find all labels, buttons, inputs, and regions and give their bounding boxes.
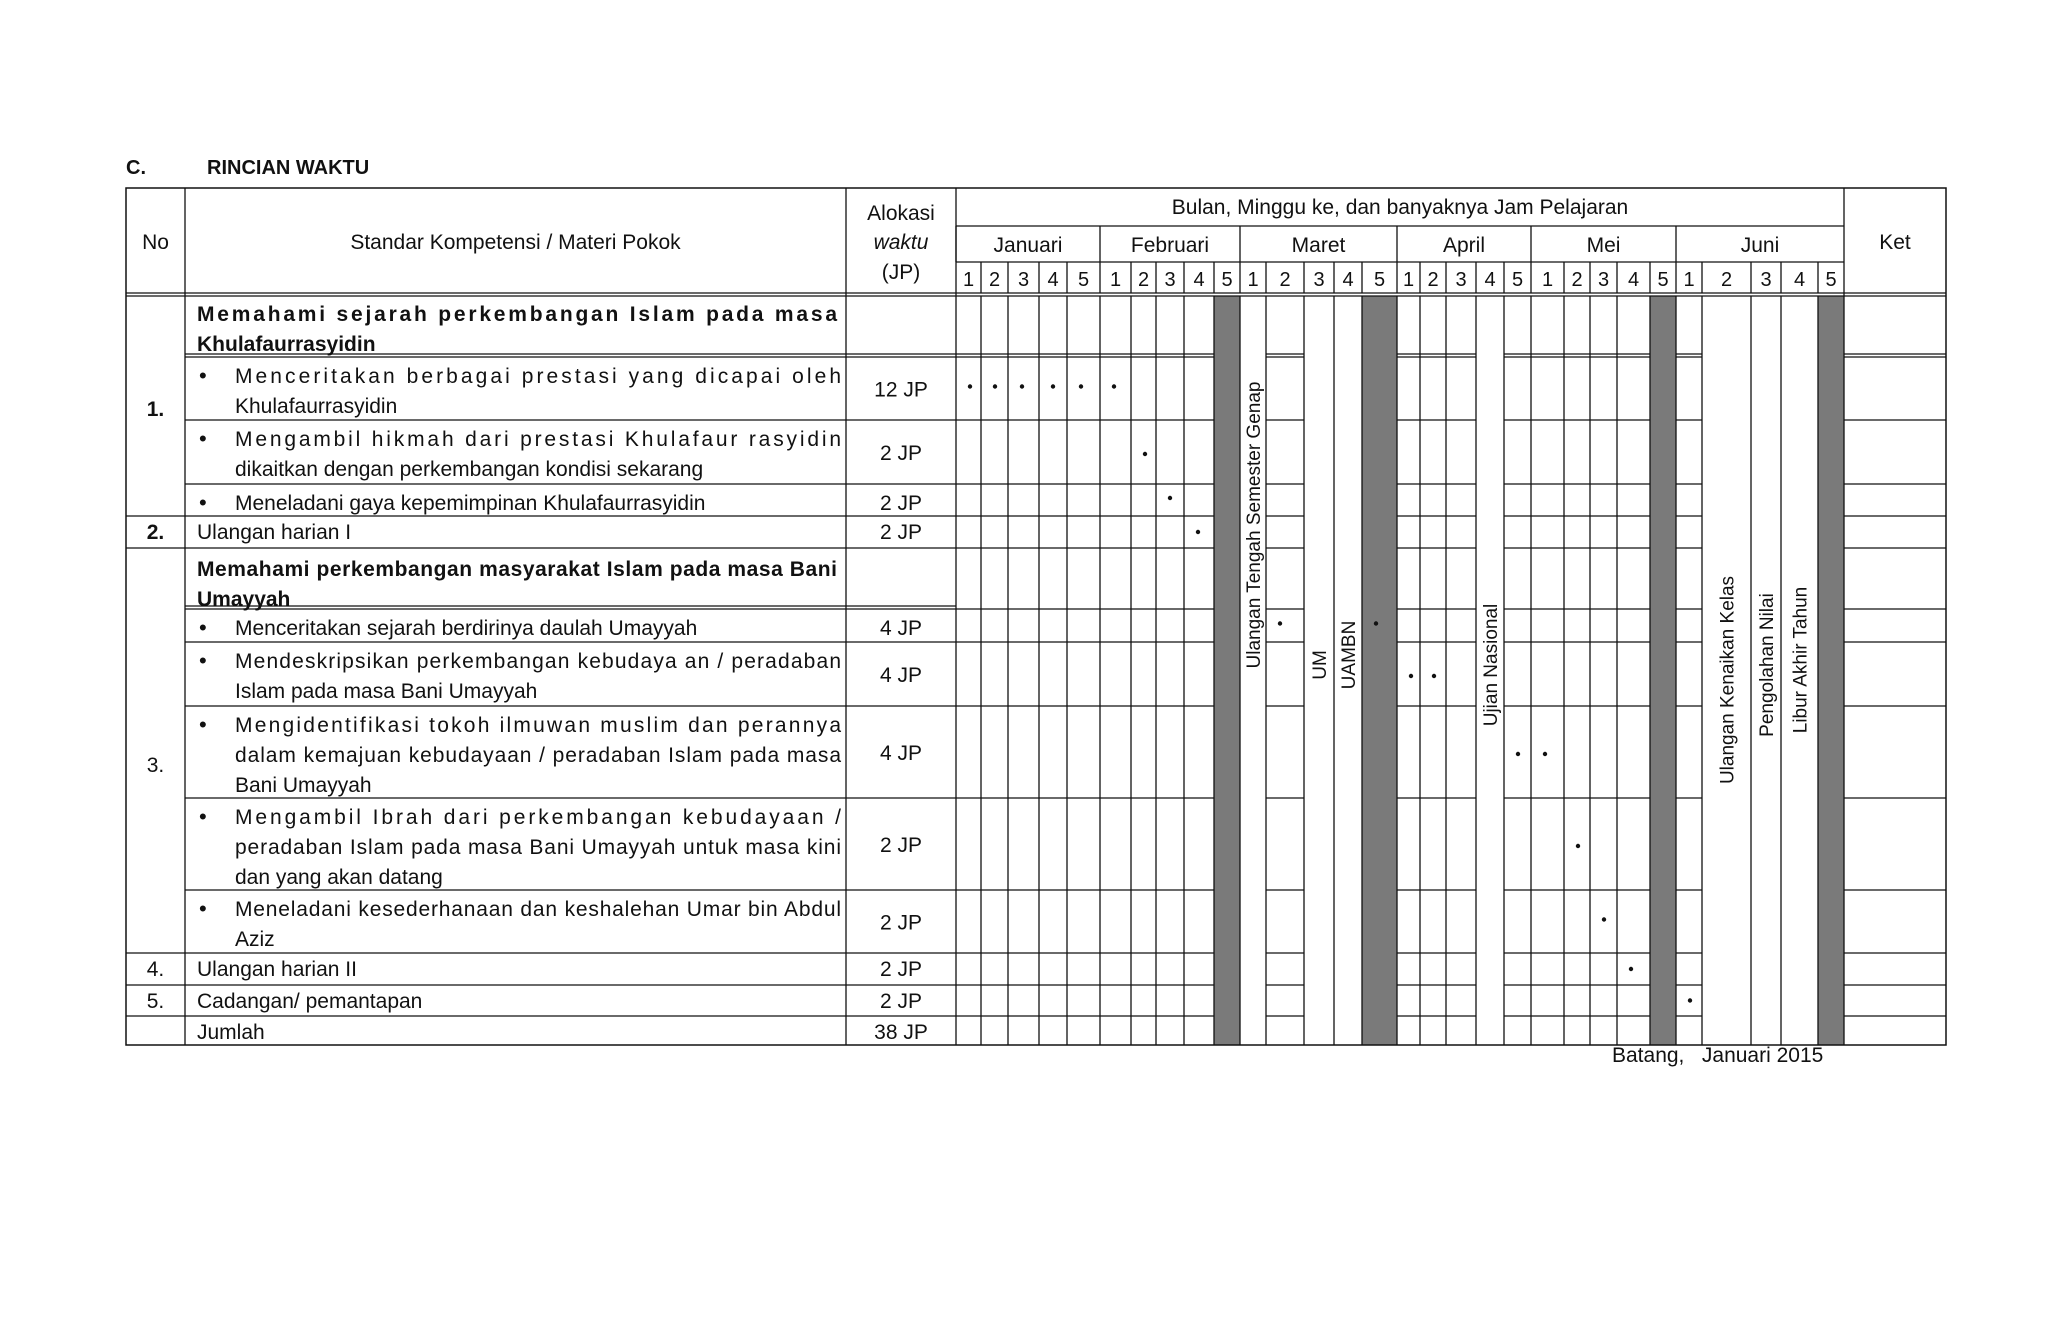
week-number: 5 <box>1657 269 1669 291</box>
week-number: 2 <box>1720 269 1733 291</box>
jp-value: 38 JP <box>874 1021 928 1044</box>
item-text: Bani Umayyah <box>235 774 372 797</box>
week-number: 5 <box>1077 269 1090 291</box>
week-number: 2 <box>1427 269 1439 291</box>
item-text: Aziz <box>235 928 275 951</box>
shaded-column <box>1650 296 1676 1045</box>
row-number: 3. <box>146 754 165 777</box>
week-number: 2 <box>1279 269 1291 291</box>
item-text: Meneladani gaya kepemimpinan Khulafaurrasyidin <box>235 492 706 515</box>
week-number: 4 <box>1047 269 1059 291</box>
schedule-mark <box>968 384 972 388</box>
jp-value: 4 JP <box>879 617 923 640</box>
schedule-mark <box>1432 674 1436 678</box>
bullet-icon: • <box>199 426 207 451</box>
row-label: Ulangan harian II <box>197 958 357 981</box>
item-text: Mengambil Ibrah dari perkembangan kebudayaan / <box>235 806 841 829</box>
jp-value: 2 JP <box>879 442 923 465</box>
schedule-mark <box>1020 384 1024 388</box>
week-number: 3 <box>1760 269 1772 291</box>
item-text: dan yang akan datang <box>235 866 443 889</box>
group-title: Memahami sejarah perkembangan Islam pada masa <box>197 303 837 326</box>
week-number: 2 <box>988 269 1001 291</box>
jp-value: 2 JP <box>879 911 923 935</box>
week-number: 5 <box>1373 269 1386 291</box>
week-number: 1 <box>1402 269 1415 291</box>
week-number: 2 <box>1571 269 1583 291</box>
schedule-mark <box>1051 384 1055 388</box>
item-text: Mengambil hikmah dari prestasi Khulafaur rasyidin <box>235 428 841 451</box>
schedule-mark <box>1196 530 1200 534</box>
week-number: 1 <box>1683 269 1695 291</box>
schedule-mark <box>1079 384 1083 388</box>
schedule-mark <box>1143 452 1147 456</box>
week-number: 1 <box>1109 269 1122 291</box>
week-number: 3 <box>1455 269 1467 291</box>
week-number: 3 <box>1597 269 1610 291</box>
header-jp: (JP) <box>881 261 921 284</box>
week-number: 4 <box>1793 269 1806 291</box>
header-bulan: Bulan, Minggu ke, dan banyaknya Jam Pelajaran <box>1171 196 1629 219</box>
vertical-label: UM <box>1310 650 1331 680</box>
week-number: 1 <box>1541 269 1554 291</box>
schedule-mark <box>1374 621 1378 625</box>
schedule-mark <box>1168 496 1172 500</box>
item-text: Menceritakan sejarah berdirinya daulah Umayyah <box>235 617 698 640</box>
week-number: 4 <box>1484 269 1496 291</box>
schedule-mark <box>1543 752 1547 756</box>
vertical-label: Pengolahan Nilai <box>1757 593 1778 737</box>
section-letter: C. <box>126 157 146 179</box>
month-label: Mei <box>1586 234 1621 257</box>
week-number: 5 <box>1825 269 1837 291</box>
row-label: Ulangan harian I <box>197 521 352 544</box>
item-text: Mendeskripsikan perkembangan kebudaya an / peradaban <box>235 650 841 673</box>
group-title: Memahami perkembangan masyarakat Islam pada masa Bani <box>197 558 837 581</box>
header-kompetensi: Standar Kompetensi / Materi Pokok <box>350 231 681 254</box>
month-label: April <box>1442 234 1486 257</box>
header-alokasi: Alokasi <box>867 202 935 225</box>
group-title: Khulafaurrasyidin <box>197 333 376 356</box>
vertical-label: Ulangan Kenaikan Kelas <box>1717 575 1739 785</box>
vertical-label: Libur Akhir Tahun <box>1790 586 1812 734</box>
schedule-mark <box>1602 917 1606 921</box>
item-text: Islam pada masa Bani Umayyah <box>235 680 538 703</box>
jp-value: 12 JP <box>874 378 928 402</box>
month-label: Maret <box>1291 234 1346 257</box>
schedule-mark <box>1576 844 1580 848</box>
shaded-column <box>1818 296 1844 1045</box>
row-number: 4. <box>146 958 165 981</box>
schedule-mark <box>1629 967 1633 971</box>
month-label: Februari <box>1130 234 1210 257</box>
row-number: 1. <box>146 398 165 421</box>
week-number: 3 <box>1017 269 1030 291</box>
row-label: Cadangan/ pemantapan <box>197 990 423 1013</box>
week-number: 5 <box>1511 269 1524 291</box>
item-text: dikaitkan dengan perkembangan kondisi sekarang <box>235 458 704 481</box>
jp-value: 2 JP <box>879 958 923 981</box>
week-number: 3 <box>1164 269 1176 291</box>
shaded-column <box>1214 296 1240 1045</box>
schedule-mark <box>1688 998 1692 1002</box>
item-text: Menceritakan berbagai prestasi yang dicapai oleh <box>235 365 841 388</box>
week-number: 4 <box>1193 269 1205 291</box>
row-number: 2. <box>146 521 165 544</box>
header-ket: Ket <box>1879 231 1911 254</box>
schedule-mark <box>1516 752 1520 756</box>
bullet-icon: • <box>199 896 207 921</box>
jp-value: 2 JP <box>879 990 923 1013</box>
month-label: Januari <box>993 234 1063 257</box>
jp-value: 2 JP <box>879 492 923 515</box>
jp-value: 2 JP <box>879 834 923 857</box>
week-number: 3 <box>1313 269 1325 291</box>
vertical-label: UAMBN <box>1339 620 1360 690</box>
schedule-mark <box>1409 674 1413 678</box>
schedule-mark <box>1112 384 1116 388</box>
item-text: Khulafaurrasyidin <box>235 395 398 418</box>
bullet-icon: • <box>199 490 207 515</box>
jp-value: 2 JP <box>879 521 923 544</box>
bullet-icon: • <box>199 615 207 640</box>
bullet-icon: • <box>199 363 207 388</box>
bullet-icon: • <box>199 648 207 673</box>
shaded-column <box>1362 296 1397 1045</box>
row-label: Jumlah <box>197 1021 265 1044</box>
week-number: 1 <box>1247 269 1259 291</box>
jp-value: 4 JP <box>879 742 923 765</box>
month-label: Juni <box>1740 234 1780 257</box>
vertical-label: Ujian Nasional <box>1481 603 1502 727</box>
item-text: dalam kemajuan kebudayaan / peradaban Islam pada masa <box>235 744 841 767</box>
group-title: Umayyah <box>197 588 291 611</box>
schedule-mark <box>993 384 997 388</box>
place-date: Batang, Januari 2015 <box>1612 1044 1824 1067</box>
item-text: Mengidentifikasi tokoh ilmuwan muslim dan perannya <box>235 714 841 737</box>
vertical-label: Ulangan Tengah Semester Genap <box>1244 381 1265 669</box>
row-number: 5. <box>146 990 165 1013</box>
bullet-icon: • <box>199 712 207 737</box>
header-waktu: waktu <box>873 231 929 254</box>
jp-value: 4 JP <box>879 664 923 687</box>
week-number: 1 <box>962 269 975 291</box>
header-no: No <box>142 231 169 254</box>
section-title: RINCIAN WAKTU <box>207 157 370 179</box>
item-text: peradaban Islam pada masa Bani Umayyah untuk masa kini <box>235 836 841 859</box>
week-number: 4 <box>1627 269 1640 291</box>
item-text: Meneladani kesederhanaan dan keshalehan Umar bin Abdul <box>235 898 841 921</box>
week-number: 5 <box>1221 269 1233 291</box>
schedule-mark <box>1278 621 1282 625</box>
week-number: 2 <box>1137 269 1150 291</box>
week-number: 4 <box>1342 269 1354 291</box>
bullet-icon: • <box>199 804 207 829</box>
